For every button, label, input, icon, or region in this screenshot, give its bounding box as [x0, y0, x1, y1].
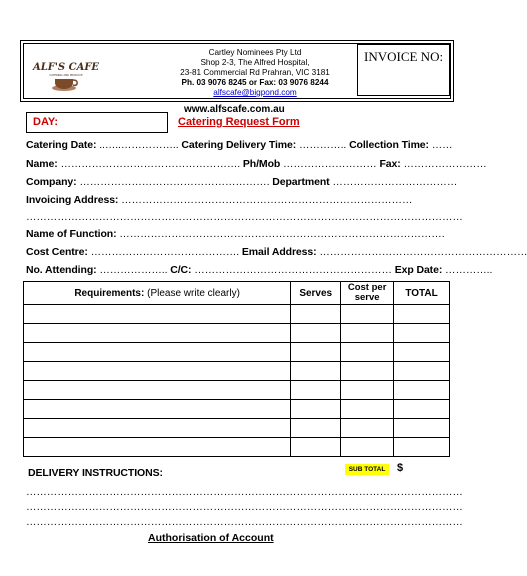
delivery-field-3[interactable]: ……………………………………………………………………………………………………………… [26, 516, 463, 528]
logo-tagline: CATERING AND PRODUCE [49, 74, 83, 77]
ph-mob-label: Ph/Mob [242, 158, 281, 170]
table-header-row [24, 282, 450, 305]
logo-text: ALF'S CAFE [32, 62, 100, 73]
requirements-cell[interactable] [24, 381, 291, 400]
delivery-line-1 [26, 486, 463, 498]
delivery-time-field[interactable]: ………….. [298, 139, 347, 151]
cost-per-serve-cell[interactable] [341, 438, 394, 457]
row-function [26, 228, 445, 240]
cost-per-serve-cell[interactable] [341, 362, 394, 381]
serves-cell[interactable] [291, 305, 341, 324]
company-label: Company: [26, 176, 77, 188]
table-row [24, 438, 450, 457]
email-address-label: Email Address: [241, 246, 317, 258]
fax-label: Fax: [379, 158, 401, 170]
cost-per-serve-cell[interactable] [341, 305, 394, 324]
total-cell[interactable] [394, 419, 450, 438]
address-line-1: Shop 2-3, The Alfred Hospital, [200, 58, 310, 67]
delivery-time-label: Catering Delivery Time: [181, 139, 297, 151]
website-url[interactable]: www.alfscafe.com.au [184, 104, 285, 115]
total-cell[interactable] [394, 438, 450, 457]
cost-per-serve-header: Cost per serve [341, 282, 394, 305]
email-address-field[interactable]: …………………………………………………… [319, 246, 527, 258]
table-row [24, 362, 450, 381]
fax-field[interactable]: …………………… [403, 158, 487, 170]
requirements-table [23, 281, 450, 457]
row-cost-centre-email [26, 246, 527, 258]
ph-mob-field[interactable]: ……………………… [283, 158, 377, 170]
cost-centre-label: Cost Centre: [26, 246, 88, 258]
name-label: Name: [26, 158, 58, 170]
row-invoicing-address-cont [26, 211, 463, 223]
company-name: Cartley Nominees Pty Ltd [208, 48, 302, 57]
cost-per-serve-cell[interactable] [341, 419, 394, 438]
day-label: DAY: [33, 116, 59, 128]
exp-date-label: Exp Date: [394, 264, 443, 276]
authorisation-label: Authorisation of Account [148, 532, 274, 544]
address-line-2: 23-81 Commercial Rd Prahran, VIC 3181 [180, 68, 330, 77]
row-name-phone-fax [26, 158, 487, 170]
total-cell[interactable] [394, 400, 450, 419]
requirements-header-label: Requirements: [74, 287, 145, 299]
name-field[interactable]: ……………………………………………. [60, 158, 241, 170]
total-cell[interactable] [394, 343, 450, 362]
cc-field[interactable]: ………………………………………………… [194, 264, 392, 276]
email-link[interactable]: alfscafe@bigpond.com [213, 88, 297, 97]
total-cell[interactable] [394, 305, 450, 324]
phone-fax: Ph. 03 9076 8245 or Fax: 03 9076 8244 [181, 78, 329, 87]
serves-cell[interactable] [291, 324, 341, 343]
delivery-field-1[interactable]: ……………………………………………………………………………………………………………… [26, 486, 463, 498]
collection-time-label: Collection Time: [349, 139, 429, 151]
table-row [24, 343, 450, 362]
delivery-instructions-label: DELIVERY INSTRUCTIONS: [28, 467, 163, 479]
form-title: Catering Request Form [178, 116, 300, 128]
total-cell[interactable] [394, 362, 450, 381]
cost-per-serve-cell[interactable] [341, 343, 394, 362]
serves-cell[interactable] [291, 400, 341, 419]
collection-time-field[interactable]: …… [431, 139, 453, 151]
requirements-cell[interactable] [24, 305, 291, 324]
exp-date-field[interactable]: ………….. [445, 264, 493, 276]
requirements-header-note: (Please write clearly) [147, 287, 240, 299]
cost-per-serve-cell[interactable] [341, 400, 394, 419]
serves-cell[interactable] [291, 381, 341, 400]
delivery-line-3 [26, 516, 463, 528]
department-label: Department [272, 176, 330, 188]
serves-cell[interactable] [291, 419, 341, 438]
serves-cell[interactable] [291, 362, 341, 381]
requirements-cell[interactable] [24, 438, 291, 457]
requirements-cell[interactable] [24, 343, 291, 362]
invoicing-address-label: Invoicing Address: [26, 194, 119, 206]
serves-cell[interactable] [291, 438, 341, 457]
department-field[interactable]: ……………………………… [332, 176, 458, 188]
subtotal-label: SUB TOTAL [345, 464, 389, 475]
total-cell[interactable] [394, 381, 450, 400]
table-row [24, 305, 450, 324]
serves-header: Serves [291, 282, 341, 305]
table-row [24, 381, 450, 400]
row-company-department [26, 176, 457, 188]
cost-centre-field[interactable]: ……………………………………. [90, 246, 240, 258]
requirements-cell[interactable] [24, 324, 291, 343]
delivery-line-2 [26, 501, 463, 513]
row-invoicing-address [26, 194, 412, 206]
invoicing-address-field-2[interactable]: ……………………………………………………………………………………………………………… [26, 211, 463, 223]
row-attending-cc-exp [26, 264, 492, 276]
company-address-block [150, 48, 360, 98]
serves-cell[interactable] [291, 343, 341, 362]
requirements-cell[interactable] [24, 400, 291, 419]
delivery-field-2[interactable]: ……………………………………………………………………………………………………………… [26, 501, 463, 513]
table-row [24, 324, 450, 343]
invoicing-address-field[interactable]: ………………………………………………………………………… [121, 194, 413, 206]
function-field[interactable]: …………………………………………………………………………………. [119, 228, 445, 240]
table-row [24, 419, 450, 438]
row-dates-times [26, 139, 453, 151]
function-label: Name of Function: [26, 228, 117, 240]
cafe-logo [32, 58, 100, 94]
subtotal-dollar: $ [397, 462, 404, 474]
requirements-header [24, 282, 291, 305]
company-field[interactable]: ………………………………………………. [79, 176, 270, 188]
no-attending-label: No. Attending: [26, 264, 97, 276]
invoice-label: INVOICE NO: [364, 49, 444, 64]
no-attending-field[interactable]: ……………….. [99, 264, 168, 276]
catering-date-field[interactable]: ..…..…………….. [99, 139, 179, 151]
catering-date-label: Catering Date: [26, 139, 97, 151]
cc-label: C/C: [170, 264, 192, 276]
table-row [24, 400, 450, 419]
requirements-cell[interactable] [24, 419, 291, 438]
delivery-instructions [28, 467, 163, 479]
total-header: TOTAL [394, 282, 450, 305]
total-cell[interactable] [394, 324, 450, 343]
requirements-cell[interactable] [24, 362, 291, 381]
cost-per-serve-cell[interactable] [341, 324, 394, 343]
cost-per-serve-cell[interactable] [341, 381, 394, 400]
